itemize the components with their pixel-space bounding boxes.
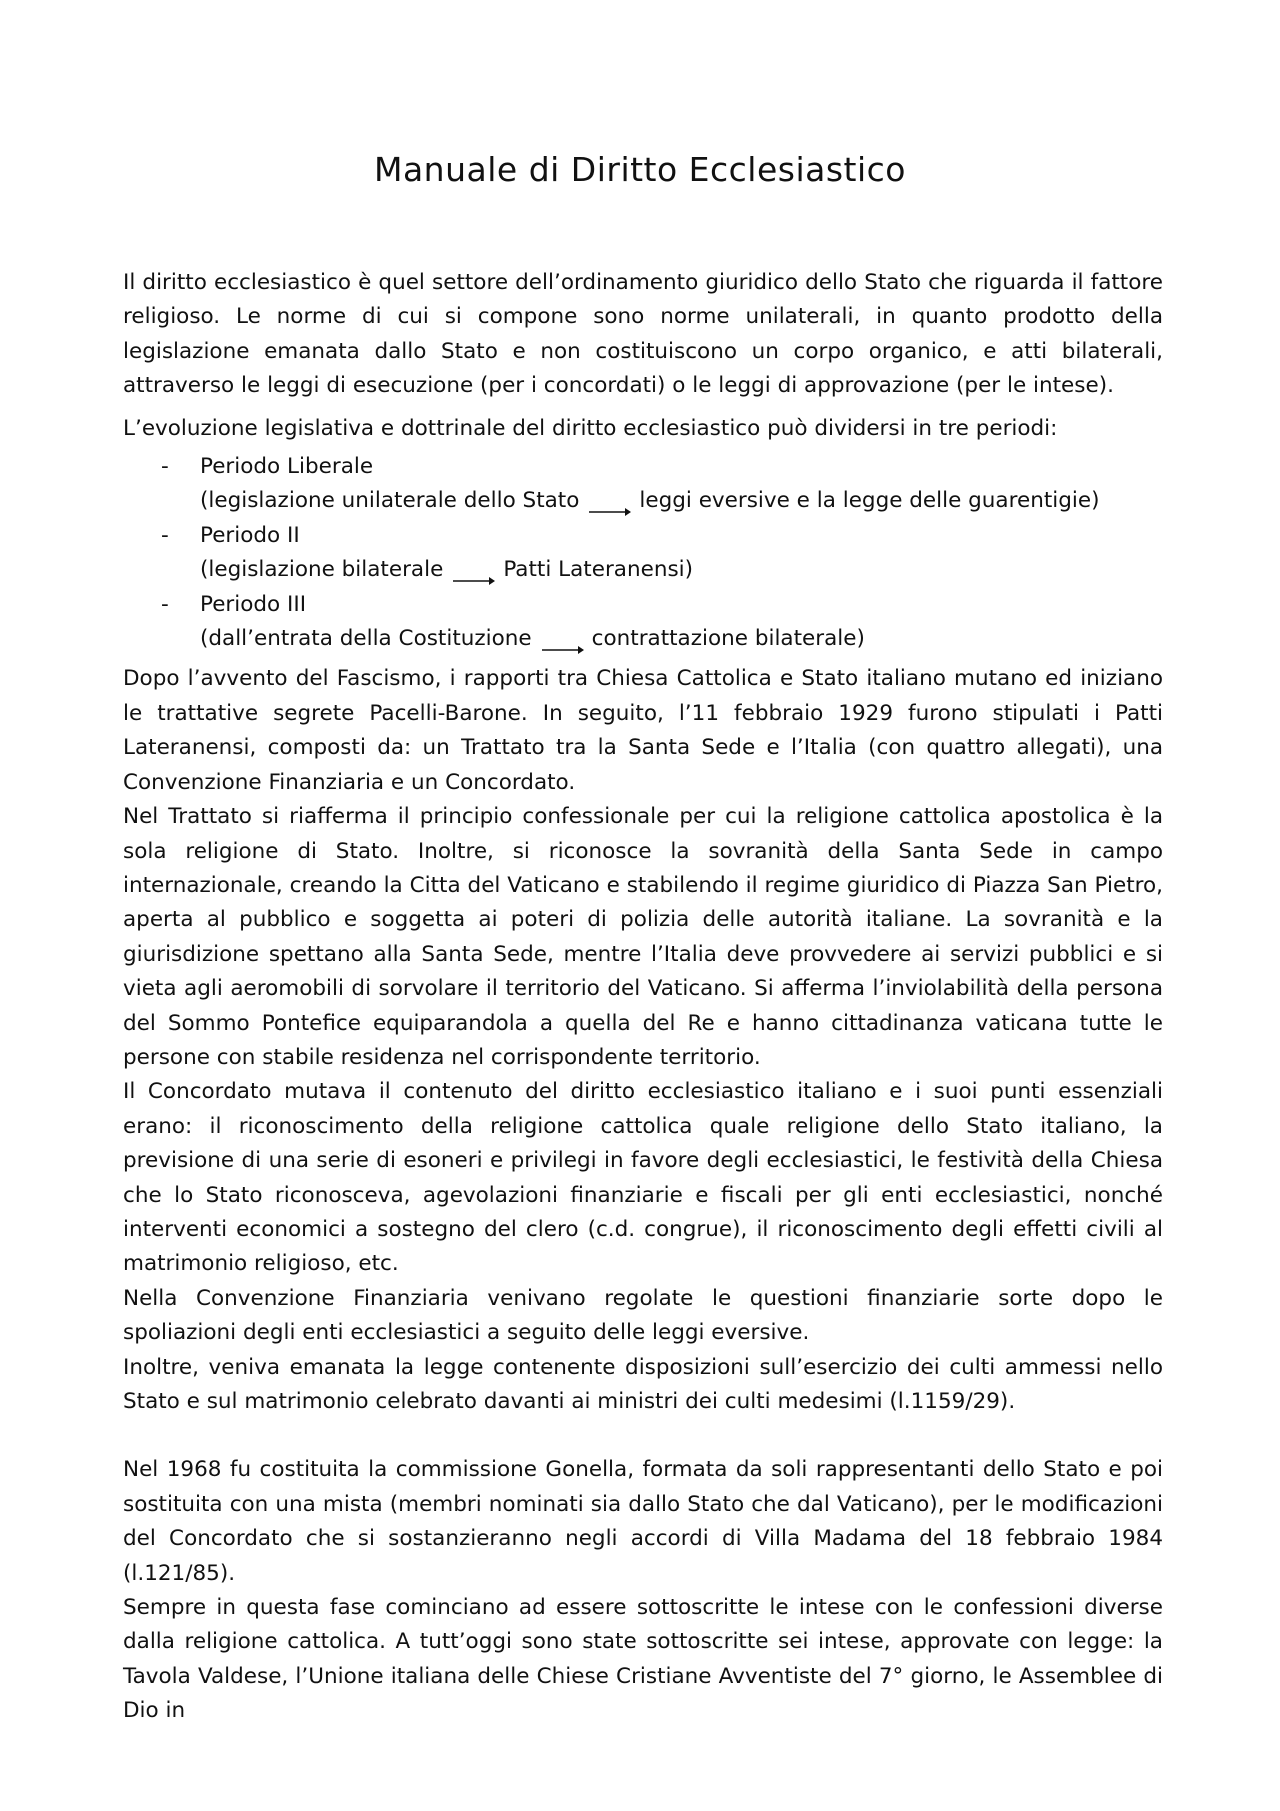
period-item — [123, 519, 1163, 588]
period-detail-left: (legislazione bilaterale — [200, 557, 444, 583]
period-detail — [200, 553, 1163, 587]
period-name: Periodo II — [200, 522, 300, 548]
periods-intro-paragraph: L’evoluzione legislativa e dottrinale del diritto ecclesiastico può dividersi in tre periodi: — [123, 415, 1058, 441]
fascism-paragraph: Dopo l’avvento del Fascismo, i rapporti tra Chiesa Cattolica e Stato italiano mutano ed iniziano le trattative segrete Pacelli-Barone. In seguito, l’11 febbraio 1929 furono stipulati i Patti Lateranensi, composti da: un Trattato tra la Santa Sede e l’Italia (con quattro allegati), una Convenzione Finanziaria e un Concordato. — [123, 666, 1163, 795]
periods-list — [123, 450, 1163, 656]
list-bullet: - — [161, 591, 169, 617]
period-detail-right: Patti Lateranensi) — [503, 557, 694, 583]
concordato-paragraph: Il Concordato mutava il contenuto del diritto ecclesiastico italiano e i suoi punti essenziali erano: il riconoscimento della religione cattolica quale religione dello Stato italiano, la previsione di una serie di esoneri e privilegi in favore degli ecclesiastici, le festività della Chiesa che lo Stato riconosceva, agevolazioni finanziarie e fiscali per gli enti ecclesiastici, nonché interventi economici a sostegno del clero (c.d. congrue), il riconoscimento degli effetti civili al matrimonio religioso, etc. — [123, 1079, 1163, 1277]
period-detail — [200, 622, 1163, 656]
culti-ammessi-paragraph: Inoltre, veniva emanata la legge contenente disposizioni sull’esercizio dei culti ammessi nello Stato e sul matrimonio celebrato davanti ai ministri dei culti medesimi (l.1159/29). — [123, 1354, 1163, 1414]
list-bullet: - — [161, 522, 169, 548]
right-arrow-icon — [451, 566, 495, 586]
convenzione-paragraph: Nella Convenzione Finanziaria venivano regolate le questioni finanziarie sorte dopo le spoliazioni degli enti ecclesiastici a seguito delle leggi eversive. — [123, 1285, 1163, 1346]
period-detail-left: (legislazione unilaterale dello Stato — [200, 488, 580, 514]
period-item — [123, 588, 1163, 657]
period-detail-right: leggi eversive e la legge delle guarentigie) — [639, 488, 1100, 514]
period-name: Periodo Liberale — [200, 454, 374, 480]
period-name: Periodo III — [200, 591, 307, 617]
right-arrow-icon — [587, 497, 631, 517]
document-body — [123, 266, 1163, 1729]
period-detail-right: contrattazione bilaterale) — [591, 626, 865, 652]
intese-paragraph: Sempre in questa fase cominciano ad essere sottoscritte le intese con le confessioni diverse dalla religione cattolica. A tutt’oggi sono state sottoscritte sei intese, approvate con legge: la Tavola Valdese, l’Unione italiana delle Chiese Cristiane Avventiste del 7° giorno, le Assemblee di Dio in — [123, 1595, 1163, 1724]
document-title: Manuale di Diritto Ecclesiastico — [373, 150, 906, 189]
period-detail — [200, 484, 1163, 518]
gonella-paragraph: Nel 1968 fu costituita la commissione Gonella, formata da soli rappresentanti dello Stato e poi sostituita con una mista (membri nominati sia dallo Stato che dal Vaticano), per le modificazioni del Concordato che si sostanzieranno negli accordi di Villa Madama del 18 febbraio 1984 (l.121/85). — [123, 1457, 1163, 1586]
period-item — [123, 450, 1163, 519]
trattato-paragraph: Nel Trattato si riafferma il principio confessionale per cui la religione cattolica apostolica è la sola religione di Stato. Inoltre, si riconosce la sovranità della Santa Sede in campo internazionale, creando la Citta del Vaticano e stabilendo il regime giuridico di Piazza San Pietro, aperta al pubblico e soggetta ai poteri di polizia delle autorità italiane. La sovranità e la giurisdizione spettano alla Santa Sede, mentre l’Italia deve provvedere ai servizi pubblici e si vieta agli aeromobili di sorvolare il territorio del Vaticano. Si afferma l’inviolabilità della persona del Sommo Pontefice equiparandola a quella del Re e hanno cittadinanza vaticana tutte le persone con stabile residenza nel corrispondente territorio. — [123, 804, 1163, 1070]
period-detail-left: (dall’entrata della Costituzione — [200, 626, 532, 652]
intro-paragraph: Il diritto ecclesiastico è quel settore dell’ordinamento giuridico dello Stato che riguarda il fattore religioso. Le norme di cui si compone sono norme unilaterali, in quanto prodotto della legislazione emanata dallo Stato e non costituiscono un corpo organico, e atti bilaterali, attraverso le leggi di esecuzione (per i concordati) o le leggi di approvazione (per le intese). — [123, 270, 1163, 399]
list-bullet: - — [161, 454, 169, 480]
right-arrow-icon — [540, 635, 584, 655]
